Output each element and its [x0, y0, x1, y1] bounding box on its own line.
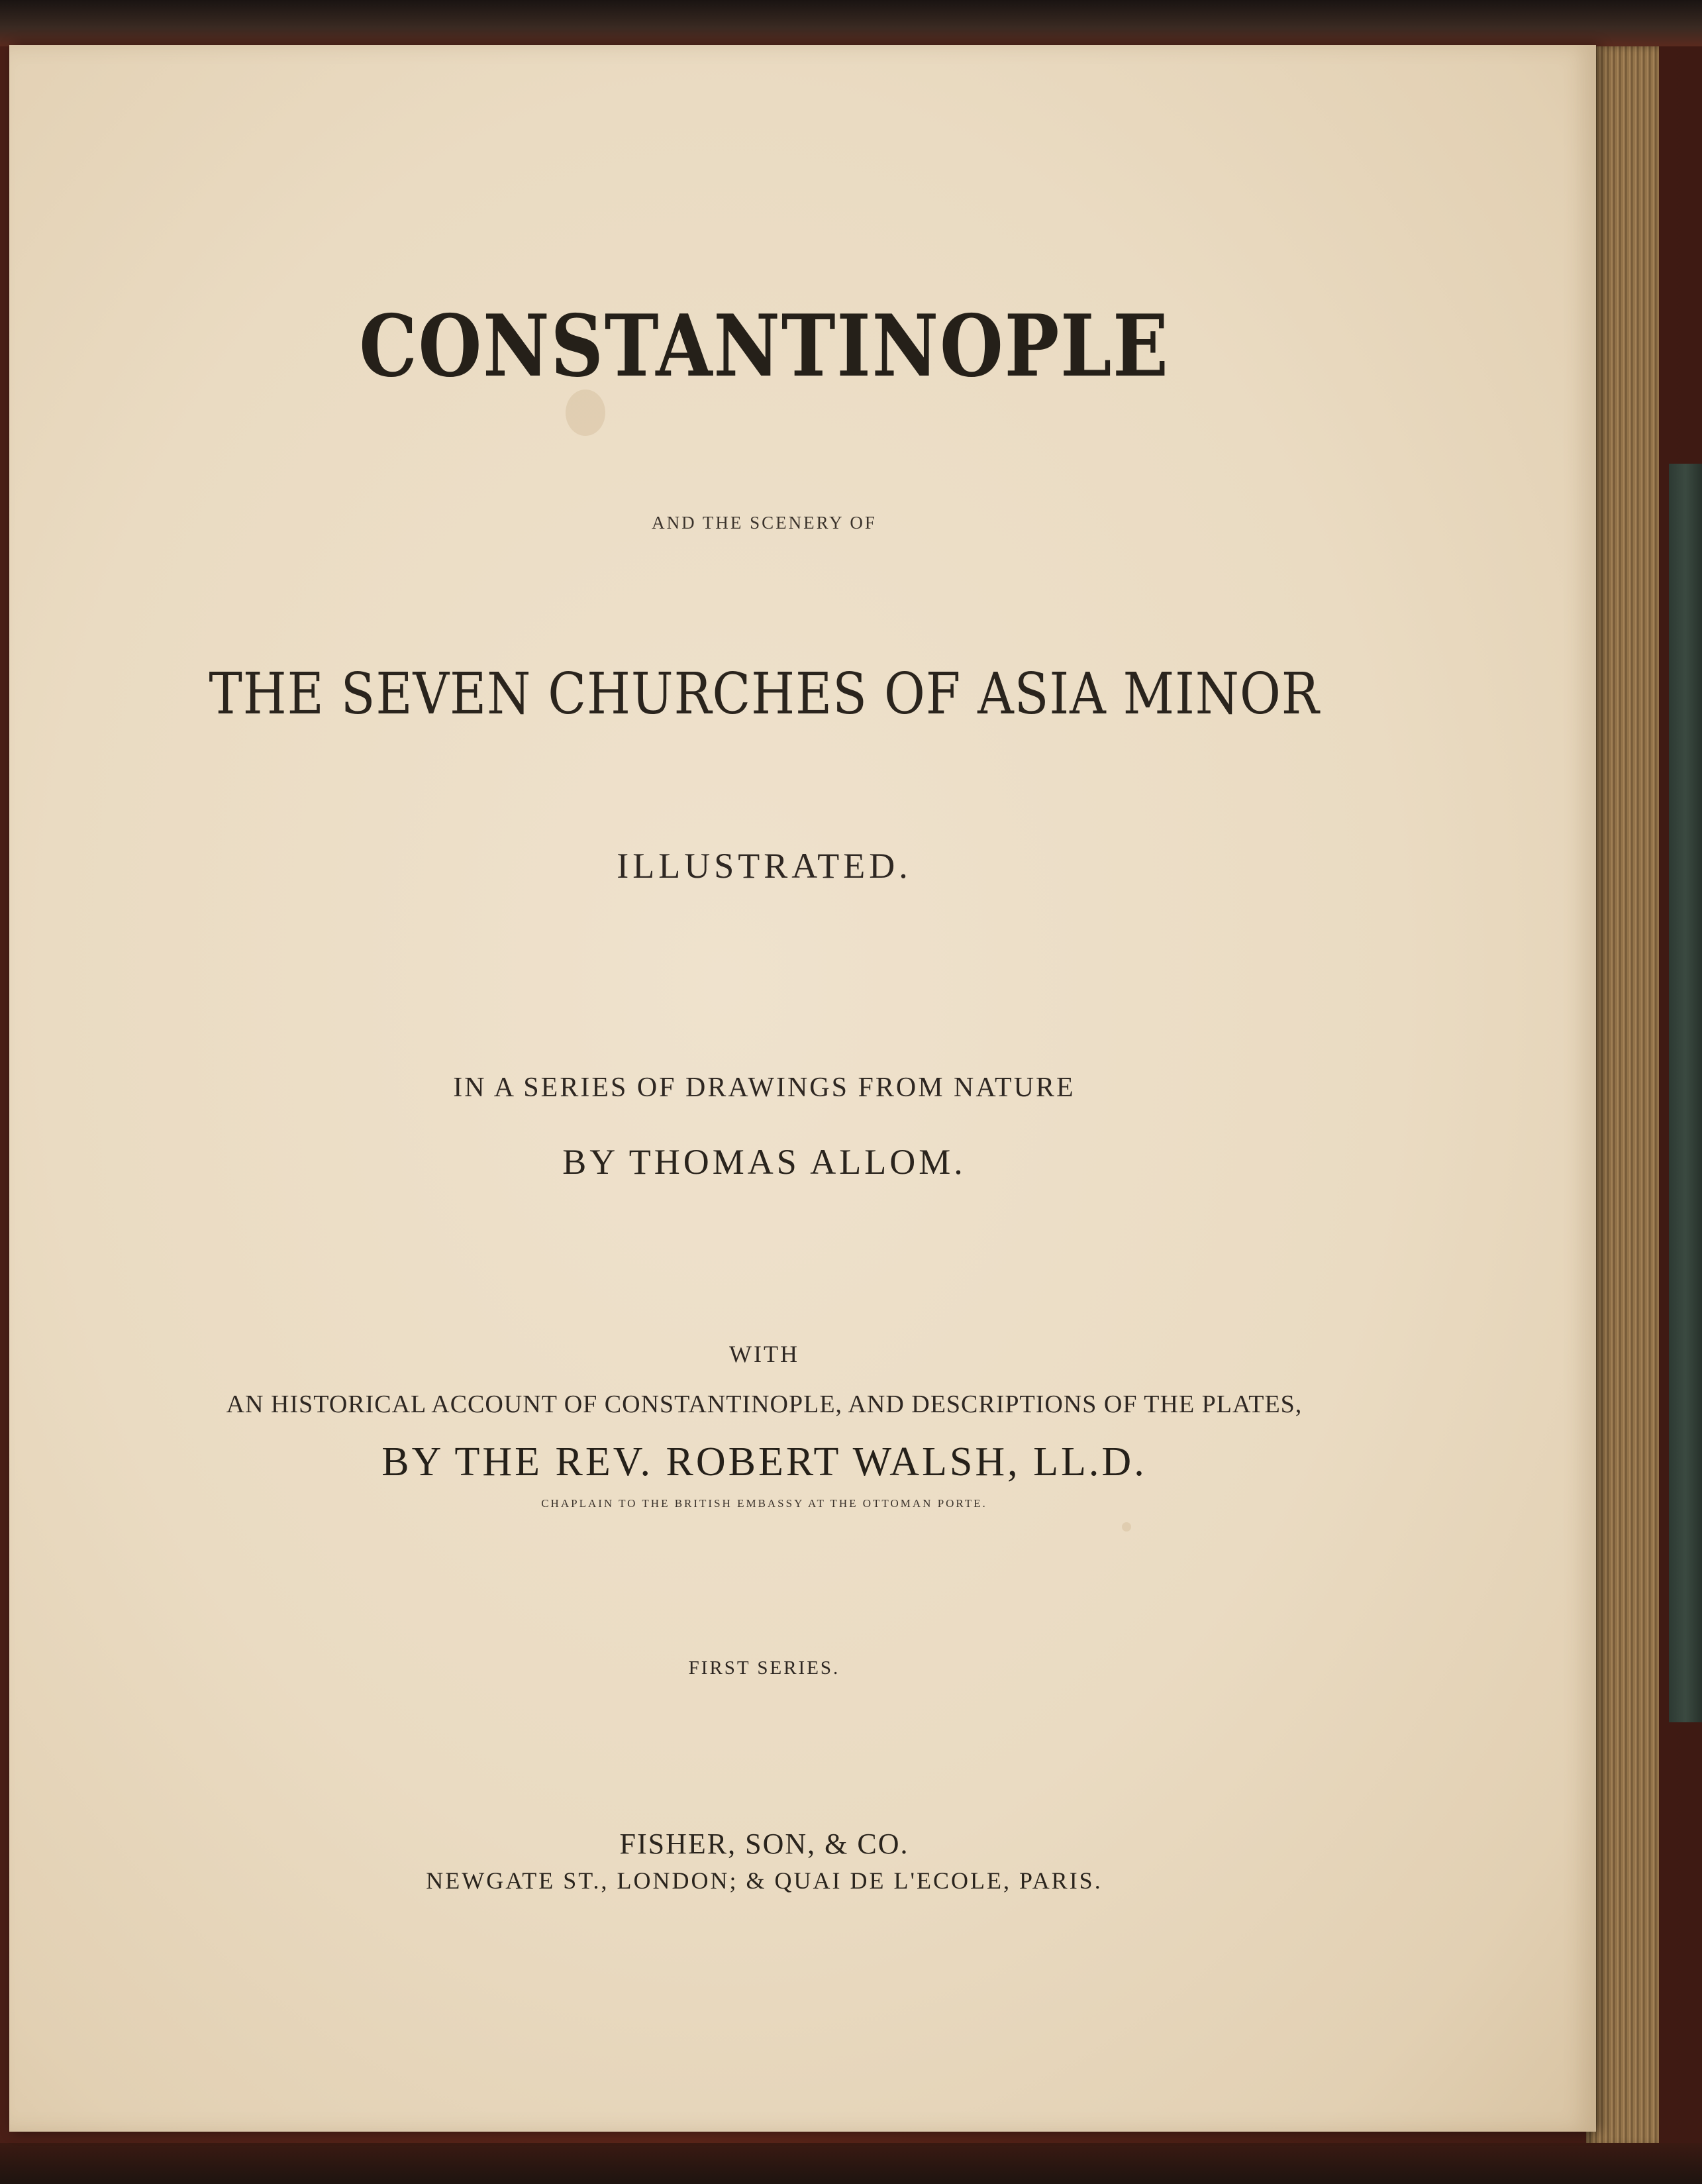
- publisher-address: NEWGATE ST., LONDON; & QUAI DE L'ECOLE, PARIS.: [426, 1867, 1103, 1894]
- book-title: CONSTANTINOPLE: [359, 297, 1170, 396]
- page-edges: [1586, 46, 1659, 2146]
- series-label: FIRST SERIES.: [688, 1657, 840, 1679]
- second-title: THE SEVEN CHURCHES OF ASIA MINOR: [209, 661, 1320, 727]
- title-page: [9, 45, 1596, 2132]
- author-credit: BY THE REV. ROBERT WALSH, LL.D.: [381, 1439, 1147, 1484]
- book-cover-bottom: [0, 2143, 1702, 2184]
- book-spine-cloth: [1669, 464, 1702, 1722]
- subtitle-connector: AND THE SCENERY OF: [652, 513, 877, 533]
- with-label: WITH: [729, 1341, 799, 1367]
- book-cover-top: [0, 0, 1702, 46]
- author-position: CHAPLAIN TO THE BRITISH EMBASSY AT THE OTTOMAN PORTE.: [541, 1497, 987, 1510]
- foxing-spot: [1122, 1522, 1131, 1532]
- publisher-name: FISHER, SON, & CO.: [619, 1828, 909, 1860]
- artist-credit: BY THOMAS ALLOM.: [562, 1142, 966, 1182]
- drawings-line: IN A SERIES OF DRAWINGS FROM NATURE: [453, 1072, 1076, 1103]
- foxing-spot: [566, 390, 605, 436]
- illustrated-label: ILLUSTRATED.: [617, 846, 912, 886]
- historical-account-line: AN HISTORICAL ACCOUNT OF CONSTANTINOPLE, AND DESCRIPTIONS OF THE PLATES,: [226, 1390, 1303, 1418]
